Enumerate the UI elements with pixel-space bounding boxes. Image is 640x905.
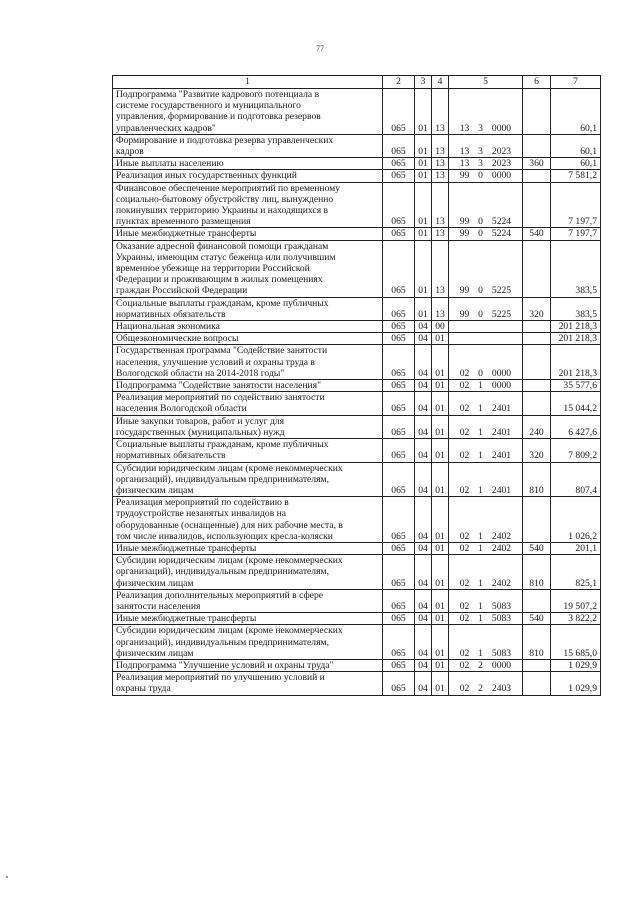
target-article-cell xyxy=(449,659,523,671)
expense-type-cell: 810 xyxy=(523,625,551,660)
table-row xyxy=(113,158,601,170)
target-article-cell xyxy=(449,345,523,380)
target-article-part: 2402 xyxy=(491,530,512,542)
target-article-cell xyxy=(449,297,523,320)
amount-cell: 15 044,2 xyxy=(551,392,601,415)
expense-type-cell xyxy=(523,182,551,228)
target-article-part: 5224 xyxy=(491,228,512,240)
target-article-part: 3 xyxy=(478,158,483,170)
target-article-part: 5224 xyxy=(491,216,512,228)
target-article-cell xyxy=(449,228,523,240)
target-article-part: 0000 xyxy=(491,170,512,182)
row-name-cell: Иные межбюджетные трансферты xyxy=(113,228,383,240)
subsection-code-cell: 01 xyxy=(432,497,449,543)
section-code-cell: 04 xyxy=(415,415,432,438)
amount-cell: 7 581,2 xyxy=(551,170,601,182)
subsection-code-cell: 01 xyxy=(432,589,449,612)
target-article-part: 2023 xyxy=(491,158,512,170)
section-code-cell: 04 xyxy=(415,542,432,554)
target-article-part: 0000 xyxy=(491,367,512,379)
scan-mark xyxy=(6,876,8,878)
table-row xyxy=(113,297,601,320)
ministry-code-cell: 065 xyxy=(383,542,415,554)
subsection-code-cell: 01 xyxy=(432,380,449,392)
target-article-part: 1 xyxy=(478,426,483,438)
table-row xyxy=(113,659,601,671)
row-name-cell: Национальная экономика xyxy=(113,321,383,333)
target-article-cell xyxy=(449,392,523,415)
target-article-part: 2023 xyxy=(491,146,512,158)
section-code-cell: 04 xyxy=(415,380,432,392)
target-article-part: 2 xyxy=(478,659,483,671)
section-code-cell: 04 xyxy=(415,439,432,462)
section-code-cell: 01 xyxy=(415,134,432,157)
table-row xyxy=(113,134,601,157)
ministry-code-cell: 065 xyxy=(383,392,415,415)
ministry-code-cell: 065 xyxy=(383,462,415,497)
table-row xyxy=(113,89,601,135)
row-name-cell: Реализация мероприятий по содействию в трудоустройстве незанятых инвалидов на оборудованные (оснащенные) для них рабочие места, в том числе инвалидов, использующих кресла-коляски xyxy=(113,497,383,543)
target-article-cell xyxy=(449,415,523,438)
table-row xyxy=(113,321,601,333)
table-row xyxy=(113,497,601,543)
table-row xyxy=(113,392,601,415)
amount-cell: 19 507,2 xyxy=(551,589,601,612)
section-code-cell: 04 xyxy=(415,497,432,543)
target-article-cell xyxy=(449,158,523,170)
row-name-cell: Реализация дополнительных мероприятий в сфере занятости населения xyxy=(113,589,383,612)
amount-cell: 1 029,9 xyxy=(551,659,601,671)
table-row xyxy=(113,240,601,297)
subsection-code-cell: 13 xyxy=(432,228,449,240)
amount-cell: 1 026,2 xyxy=(551,497,601,543)
section-code-cell: 01 xyxy=(415,240,432,297)
target-article-part: 1 xyxy=(478,600,483,612)
target-article-cell xyxy=(449,625,523,660)
section-code-cell: 04 xyxy=(415,589,432,612)
table-row xyxy=(113,672,601,695)
ministry-code-cell: 065 xyxy=(383,89,415,135)
table-row xyxy=(113,589,601,612)
target-article-cell xyxy=(449,555,523,590)
ministry-code-cell: 065 xyxy=(383,555,415,590)
expense-type-cell: 240 xyxy=(523,415,551,438)
target-article-part: 2401 xyxy=(491,484,512,496)
target-article-part: 3 xyxy=(478,122,483,134)
target-article-part: 1 xyxy=(478,530,483,542)
section-code-cell: 04 xyxy=(415,345,432,380)
target-article-part: 5225 xyxy=(491,285,512,297)
target-article-cell xyxy=(449,589,523,612)
header-cell: 5 xyxy=(449,76,523,89)
subsection-code-cell: 01 xyxy=(432,659,449,671)
target-article-part: 02 xyxy=(459,367,470,379)
section-code-cell: 04 xyxy=(415,555,432,590)
section-code-cell: 04 xyxy=(415,392,432,415)
section-code-cell: 01 xyxy=(415,158,432,170)
table-row xyxy=(113,439,601,462)
header-cell: 4 xyxy=(432,76,449,89)
amount-cell: 7 197,7 xyxy=(551,182,601,228)
header-cell: 7 xyxy=(551,76,601,89)
ministry-code-cell: 065 xyxy=(383,297,415,320)
row-name-cell: Социальные выплаты гражданам, кроме публичных нормативных обязательств xyxy=(113,297,383,320)
ministry-code-cell: 065 xyxy=(383,613,415,625)
expense-type-cell xyxy=(523,170,551,182)
header-cell: 3 xyxy=(415,76,432,89)
target-article-part: 02 xyxy=(459,484,470,496)
target-article-cell xyxy=(449,89,523,135)
target-article-part: 1 xyxy=(478,380,483,392)
ministry-code-cell: 065 xyxy=(383,321,415,333)
target-article-part: 3 xyxy=(478,146,483,158)
target-article-part: 0000 xyxy=(491,122,512,134)
subsection-code-cell: 13 xyxy=(432,158,449,170)
target-article-cell xyxy=(449,439,523,462)
row-name-cell: Подпрограмма "Улучшение условий и охраны труда" xyxy=(113,659,383,671)
amount-cell: 807,4 xyxy=(551,462,601,497)
expense-type-cell xyxy=(523,380,551,392)
subsection-code-cell: 01 xyxy=(432,392,449,415)
budget-table xyxy=(112,75,601,696)
target-article-part: 02 xyxy=(459,542,470,554)
target-article-part: 2 xyxy=(478,683,483,695)
target-article-part: 99 xyxy=(459,228,470,240)
target-article-part: 99 xyxy=(459,170,470,182)
subsection-code-cell: 13 xyxy=(432,89,449,135)
target-article-part: 5083 xyxy=(491,600,512,612)
ministry-code-cell: 065 xyxy=(383,170,415,182)
target-article-cell xyxy=(449,462,523,497)
target-article-part: 1 xyxy=(478,403,483,415)
amount-cell: 825,1 xyxy=(551,555,601,590)
target-article-cell xyxy=(449,182,523,228)
target-article-part: 13 xyxy=(459,122,470,134)
table-row xyxy=(113,170,601,182)
amount-cell: 60,1 xyxy=(551,134,601,157)
amount-cell: 201,1 xyxy=(551,542,601,554)
target-article-part: 0 xyxy=(478,228,483,240)
section-code-cell: 04 xyxy=(415,462,432,497)
target-article-cell xyxy=(449,380,523,392)
target-article-part: 5225 xyxy=(491,308,512,320)
subsection-code-cell: 01 xyxy=(432,439,449,462)
expense-type-cell xyxy=(523,321,551,333)
target-article-part: 5083 xyxy=(491,613,512,625)
target-article-part: 2402 xyxy=(491,577,512,589)
target-article-cell xyxy=(449,497,523,543)
section-code-cell: 04 xyxy=(415,333,432,345)
target-article-part: 1 xyxy=(478,577,483,589)
ministry-code-cell: 065 xyxy=(383,659,415,671)
target-article-part: 1 xyxy=(478,542,483,554)
row-name-cell: Реализация иных государственных функций xyxy=(113,170,383,182)
ministry-code-cell: 065 xyxy=(383,345,415,380)
subsection-code-cell: 01 xyxy=(432,625,449,660)
subsection-code-cell: 01 xyxy=(432,333,449,345)
target-article-part: 1 xyxy=(478,647,483,659)
target-article-part: 02 xyxy=(459,647,470,659)
expense-type-cell: 810 xyxy=(523,555,551,590)
row-name-cell: Подпрограмма "Развитие кадрового потенциала в системе государственного и муниципального управления, формирование и подготовка резервов управленческих кадров" xyxy=(113,89,383,135)
amount-cell: 383,5 xyxy=(551,297,601,320)
subsection-code-cell: 01 xyxy=(432,672,449,695)
target-article-part: 0 xyxy=(478,216,483,228)
expense-type-cell xyxy=(523,497,551,543)
table-row xyxy=(113,415,601,438)
ministry-code-cell: 065 xyxy=(383,672,415,695)
expense-type-cell: 360 xyxy=(523,158,551,170)
target-article-part: 0000 xyxy=(491,380,512,392)
table-row xyxy=(113,625,601,660)
ministry-code-cell: 065 xyxy=(383,380,415,392)
section-code-cell: 01 xyxy=(415,228,432,240)
target-article-part: 02 xyxy=(459,600,470,612)
expense-type-cell: 540 xyxy=(523,542,551,554)
expense-type-cell xyxy=(523,392,551,415)
ministry-code-cell: 065 xyxy=(383,415,415,438)
row-name-cell: Иные закупки товаров, работ и услуг для государственных (муниципальных) нужд xyxy=(113,415,383,438)
table-row xyxy=(113,380,601,392)
row-name-cell: Иные выплаты населению xyxy=(113,158,383,170)
target-article-cell xyxy=(449,333,523,345)
row-name-cell: Социальные выплаты гражданам, кроме публичных нормативных обязательств xyxy=(113,439,383,462)
target-article-cell xyxy=(449,321,523,333)
subsection-code-cell: 01 xyxy=(432,555,449,590)
row-name-cell: Общеэкономические вопросы xyxy=(113,333,383,345)
target-article-part: 02 xyxy=(459,530,470,542)
target-article-part: 02 xyxy=(459,450,470,462)
target-article-cell xyxy=(449,542,523,554)
expense-type-cell xyxy=(523,345,551,380)
section-code-cell: 01 xyxy=(415,182,432,228)
subsection-code-cell: 13 xyxy=(432,182,449,228)
section-code-cell: 04 xyxy=(415,321,432,333)
expense-type-cell: 540 xyxy=(523,228,551,240)
expense-type-cell xyxy=(523,240,551,297)
target-article-part: 0 xyxy=(478,367,483,379)
target-article-part: 1 xyxy=(478,613,483,625)
ministry-code-cell: 065 xyxy=(383,182,415,228)
target-article-cell xyxy=(449,672,523,695)
target-article-part: 5083 xyxy=(491,647,512,659)
expense-type-cell xyxy=(523,672,551,695)
subsection-code-cell: 01 xyxy=(432,415,449,438)
section-code-cell: 04 xyxy=(415,672,432,695)
table-row xyxy=(113,228,601,240)
target-article-part: 0 xyxy=(478,285,483,297)
section-code-cell: 01 xyxy=(415,170,432,182)
table-row xyxy=(113,345,601,380)
row-name-cell: Финансовое обеспечение мероприятий по временному социально-бытовому обустройству лиц, вынужденно покинувших территорию Украины и находящихся в пунктах временного размещения xyxy=(113,182,383,228)
target-article-part: 02 xyxy=(459,426,470,438)
subsection-code-cell: 01 xyxy=(432,542,449,554)
amount-cell: 35 577,6 xyxy=(551,380,601,392)
target-article-part: 02 xyxy=(459,659,470,671)
subsection-code-cell: 13 xyxy=(432,170,449,182)
expense-type-cell: 540 xyxy=(523,613,551,625)
target-article-part: 2401 xyxy=(491,426,512,438)
target-article-part: 02 xyxy=(459,613,470,625)
amount-cell: 3 822,2 xyxy=(551,613,601,625)
expense-type-cell: 320 xyxy=(523,439,551,462)
section-code-cell: 04 xyxy=(415,659,432,671)
amount-cell: 7 809,2 xyxy=(551,439,601,462)
section-code-cell: 01 xyxy=(415,89,432,135)
target-article-cell xyxy=(449,613,523,625)
expense-type-cell xyxy=(523,659,551,671)
ministry-code-cell: 065 xyxy=(383,439,415,462)
target-article-part: 1 xyxy=(478,450,483,462)
target-article-part: 0 xyxy=(478,170,483,182)
header-cell: 2 xyxy=(383,76,415,89)
row-name-cell: Оказание адресной финансовой помощи гражданам Украины, имеющим статус беженца или получившим временное убежище на территории Российской Федерации и проживающим в жилых помещениях граждан Российской Федерации xyxy=(113,240,383,297)
row-name-cell: Подпрограмма "Содействие занятости населения" xyxy=(113,380,383,392)
target-article-cell xyxy=(449,170,523,182)
target-article-part: 0 xyxy=(478,308,483,320)
table-row xyxy=(113,462,601,497)
section-code-cell: 04 xyxy=(415,625,432,660)
subsection-code-cell: 00 xyxy=(432,321,449,333)
target-article-part: 1 xyxy=(478,484,483,496)
expense-type-cell xyxy=(523,134,551,157)
header-cell: 6 xyxy=(523,76,551,89)
target-article-part: 02 xyxy=(459,380,470,392)
row-name-cell: Субсидии юридическим лицам (кроме некоммерческих организаций), индивидуальным предпринимателям, физическим лицам xyxy=(113,462,383,497)
table-row xyxy=(113,542,601,554)
ministry-code-cell: 065 xyxy=(383,158,415,170)
page-number: 77 xyxy=(316,44,324,53)
amount-cell: 6 427,6 xyxy=(551,415,601,438)
target-article-cell xyxy=(449,240,523,297)
ministry-code-cell: 065 xyxy=(383,134,415,157)
target-article-part: 02 xyxy=(459,577,470,589)
ministry-code-cell: 065 xyxy=(383,240,415,297)
ministry-code-cell: 065 xyxy=(383,228,415,240)
subsection-code-cell: 13 xyxy=(432,240,449,297)
ministry-code-cell: 065 xyxy=(383,333,415,345)
expense-type-cell xyxy=(523,333,551,345)
row-name-cell: Субсидии юридическим лицам (кроме некоммерческих организаций), индивидуальным предпринимателям, физическим лицам xyxy=(113,625,383,660)
target-article-part: 13 xyxy=(459,146,470,158)
target-article-part: 02 xyxy=(459,403,470,415)
expense-type-cell: 810 xyxy=(523,462,551,497)
target-article-cell xyxy=(449,134,523,157)
row-name-cell: Государственная программа "Содействие занятости населения, улучшение условий и охраны труда в Вологодской области на 2014-2018 годы" xyxy=(113,345,383,380)
row-name-cell: Иные межбюджетные трансферты xyxy=(113,542,383,554)
target-article-part: 99 xyxy=(459,285,470,297)
amount-cell: 201 218,3 xyxy=(551,345,601,380)
row-name-cell: Формирование и подготовка резерва управленческих кадров xyxy=(113,134,383,157)
section-code-cell: 01 xyxy=(415,297,432,320)
amount-cell: 15 685,0 xyxy=(551,625,601,660)
subsection-code-cell: 01 xyxy=(432,462,449,497)
subsection-code-cell: 01 xyxy=(432,613,449,625)
ministry-code-cell: 065 xyxy=(383,497,415,543)
amount-cell: 60,1 xyxy=(551,158,601,170)
table-row xyxy=(113,613,601,625)
expense-type-cell xyxy=(523,89,551,135)
target-article-part: 02 xyxy=(459,683,470,695)
ministry-code-cell: 065 xyxy=(383,589,415,612)
target-article-part: 0000 xyxy=(491,659,512,671)
target-article-part: 99 xyxy=(459,308,470,320)
subsection-code-cell: 13 xyxy=(432,297,449,320)
subsection-code-cell: 13 xyxy=(432,134,449,157)
subsection-code-cell: 01 xyxy=(432,345,449,380)
table-row xyxy=(113,555,601,590)
header-cell: 1 xyxy=(113,76,383,89)
amount-cell: 1 029,9 xyxy=(551,672,601,695)
header-row xyxy=(113,76,601,89)
row-name-cell: Реализация мероприятий по содействию занятости населения Вологодской области xyxy=(113,392,383,415)
section-code-cell: 04 xyxy=(415,613,432,625)
target-article-part: 2402 xyxy=(491,542,512,554)
table-row xyxy=(113,333,601,345)
target-article-part: 2403 xyxy=(491,683,512,695)
target-article-part: 13 xyxy=(459,158,470,170)
table-row xyxy=(113,182,601,228)
amount-cell: 201 218,3 xyxy=(551,321,601,333)
expense-type-cell xyxy=(523,589,551,612)
amount-cell: 60,1 xyxy=(551,89,601,135)
expense-type-cell: 320 xyxy=(523,297,551,320)
row-name-cell: Субсидии юридическим лицам (кроме некоммерческих организаций), индивидуальным предпринимателям, физическим лицам xyxy=(113,555,383,590)
ministry-code-cell: 065 xyxy=(383,625,415,660)
target-article-part: 99 xyxy=(459,216,470,228)
amount-cell: 383,5 xyxy=(551,240,601,297)
amount-cell: 7 197,7 xyxy=(551,228,601,240)
target-article-part: 2401 xyxy=(491,450,512,462)
target-article-part: 2401 xyxy=(491,403,512,415)
table-body xyxy=(113,89,601,696)
amount-cell: 201 218,3 xyxy=(551,333,601,345)
row-name-cell: Реализация мероприятий по улучшению условий и охраны труда xyxy=(113,672,383,695)
row-name-cell: Иные межбюджетные трансферты xyxy=(113,613,383,625)
